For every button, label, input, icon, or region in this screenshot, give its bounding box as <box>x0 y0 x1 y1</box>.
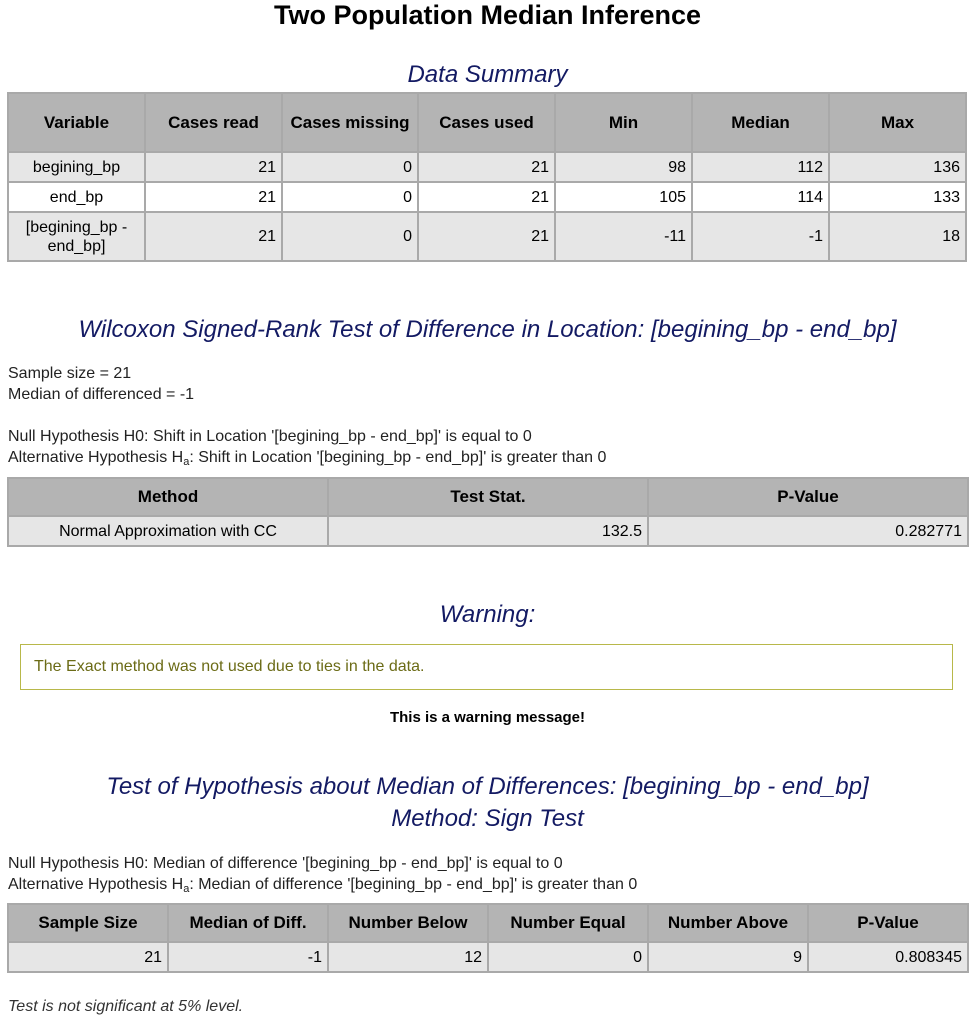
null-hypothesis: Null Hypothesis H0: Median of difference '[begining_bp - end_bp]' is equal to 0 <box>8 855 563 872</box>
median-diff-text: Median of differenced = -1 <box>8 386 195 403</box>
column-header: Cases read <box>145 93 282 152</box>
table-cell: Normal Approximation with CC <box>8 516 328 546</box>
table-cell: 114 <box>692 182 829 212</box>
column-header: Number Below <box>328 904 488 942</box>
wilcoxon-table <box>7 477 969 547</box>
table-row <box>8 182 966 212</box>
table-cell: -1 <box>692 212 829 261</box>
table-cell: 0 <box>282 212 418 261</box>
column-header: Number Equal <box>488 904 648 942</box>
significance-note: Test is not significant at 5% level. <box>8 998 244 1015</box>
table-cell: 21 <box>145 152 282 182</box>
table-cell: 133 <box>829 182 966 212</box>
sign-test-table <box>7 903 969 973</box>
column-header: Method <box>8 478 328 516</box>
table-cell: 21 <box>145 212 282 261</box>
table-cell: 105 <box>555 182 692 212</box>
table-cell: -1 <box>168 942 328 972</box>
data-summary-title: Data Summary <box>407 61 568 88</box>
table-row <box>8 212 966 261</box>
table-cell: 0.808345 <box>808 942 968 972</box>
table-cell: 18 <box>829 212 966 261</box>
table-header-row <box>8 904 968 942</box>
table-cell: 0.282771 <box>648 516 968 546</box>
sign-test-method-title: Method: Sign Test <box>391 805 584 832</box>
wilcoxon-summary <box>8 363 194 405</box>
page-title: Two Population Median Inference <box>273 0 702 30</box>
table-cell: 0 <box>282 182 418 212</box>
column-header: Number Above <box>648 904 808 942</box>
column-header: P-Value <box>808 904 968 942</box>
sample-size-text: Sample size = 21 <box>8 365 132 382</box>
table-cell: end_bp <box>8 182 145 212</box>
table-cell: 136 <box>829 152 966 182</box>
table-cell: 9 <box>648 942 808 972</box>
column-header: Cases missing <box>282 93 418 152</box>
sign-test-title: Test of Hypothesis about Median of Differences: [begining_bp - end_bp] <box>106 773 869 800</box>
table-cell: 21 <box>418 152 555 182</box>
alternative-hypothesis: Alternative Hypothesis $H_a$: Median of difference '[begining_bp - end_bp]' is greater than 0 <box>8 876 638 895</box>
table-cell: 21 <box>418 212 555 261</box>
warning-message: This is a warning message! <box>389 709 586 726</box>
column-header: Min <box>555 93 692 152</box>
wilcoxon-hypotheses <box>8 426 606 468</box>
table-cell: -11 <box>555 212 692 261</box>
table-cell: 0 <box>282 152 418 182</box>
table-cell: [begining_bp - end_bp] <box>8 212 145 261</box>
alternative-hypothesis: Alternative Hypothesis $H_a$: Shift in Location '[begining_bp - end_bp]' is greater than 0 <box>8 449 607 468</box>
table-cell: 0 <box>488 942 648 972</box>
table-header-row <box>8 478 968 516</box>
table-row <box>8 516 968 546</box>
table-cell: begining_bp <box>8 152 145 182</box>
table-row <box>8 152 966 182</box>
column-header: Sample Size <box>8 904 168 942</box>
table-cell: 98 <box>555 152 692 182</box>
column-header: Cases used <box>418 93 555 152</box>
table-cell: 112 <box>692 152 829 182</box>
table-row <box>8 942 968 972</box>
table-cell: 12 <box>328 942 488 972</box>
column-header: Max <box>829 93 966 152</box>
column-header: P-Value <box>648 478 968 516</box>
column-header: Median <box>692 93 829 152</box>
column-header: Variable <box>8 93 145 152</box>
data-summary-table <box>7 92 967 262</box>
column-header: Test Stat. <box>328 478 648 516</box>
table-header-row <box>8 93 966 152</box>
warning-title: Warning: <box>439 601 536 628</box>
warning-box: The Exact method was not used due to ties in the data. <box>20 644 953 690</box>
column-header: Median of Diff. <box>168 904 328 942</box>
table-cell: 21 <box>8 942 168 972</box>
table-cell: 21 <box>418 182 555 212</box>
null-hypothesis: Null Hypothesis H0: Shift in Location '[begining_bp - end_bp]' is equal to 0 <box>8 428 532 445</box>
table-cell: 132.5 <box>328 516 648 546</box>
wilcoxon-title: Wilcoxon Signed-Rank Test of Difference in Location: [begining_bp - end_bp] <box>78 316 897 343</box>
table-cell: 21 <box>145 182 282 212</box>
sign-test-hypotheses <box>8 853 637 895</box>
